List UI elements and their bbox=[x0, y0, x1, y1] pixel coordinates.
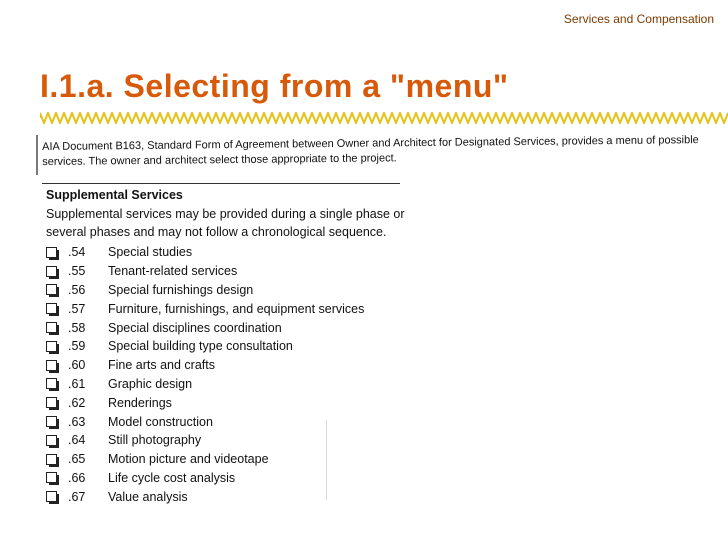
service-item bbox=[46, 262, 426, 281]
service-number: .67 bbox=[68, 489, 86, 504]
service-name: Special studies bbox=[108, 245, 193, 260]
service-name: Motion picture and videotape bbox=[108, 452, 269, 467]
service-name: Fine arts and crafts bbox=[108, 358, 215, 373]
service-name: Model construction bbox=[108, 414, 213, 429]
checkbox-icon bbox=[46, 341, 57, 352]
panel-description: Supplemental services may be provided during a single phase or several phases and may not follow a chronological sequence. bbox=[46, 207, 405, 239]
checkbox-icon bbox=[46, 266, 57, 277]
panel-heading: Supplemental Services bbox=[46, 188, 183, 202]
service-item bbox=[46, 412, 426, 431]
service-number: .56 bbox=[68, 282, 86, 297]
service-item bbox=[46, 318, 426, 337]
service-item bbox=[46, 337, 426, 356]
service-item bbox=[46, 469, 426, 488]
checkbox-icon bbox=[46, 378, 57, 389]
service-name: Special building type consultation bbox=[108, 339, 293, 354]
service-name: Furniture, furnishings, and equipment services bbox=[108, 301, 365, 316]
left-margin-rule bbox=[36, 135, 38, 175]
document-rule bbox=[42, 183, 400, 184]
checkbox-icon bbox=[46, 247, 57, 258]
checkbox-icon bbox=[46, 491, 57, 502]
service-item bbox=[46, 487, 426, 506]
checkbox-icon bbox=[46, 360, 57, 371]
service-name: Life cycle cost analysis bbox=[108, 470, 236, 485]
service-name: Tenant-related services bbox=[108, 264, 238, 279]
service-number: .62 bbox=[68, 395, 86, 410]
service-number: .61 bbox=[68, 376, 86, 391]
service-number: .57 bbox=[68, 301, 86, 316]
header-label: Services and Compensation bbox=[563, 12, 714, 26]
faint-rule bbox=[326, 420, 327, 500]
service-name: Special furnishings design bbox=[108, 282, 254, 297]
service-item bbox=[46, 243, 426, 262]
intro-text: AIA Document B163, Standard Form of Agreement between Owner and Architect for Designated Services, provides a menu of possible services. The owner and architect select those appropriate to the project. bbox=[42, 134, 699, 168]
checkbox-icon bbox=[46, 322, 57, 333]
service-name: Still photography bbox=[108, 433, 202, 448]
supplemental-services-panel bbox=[46, 188, 426, 506]
service-number: .64 bbox=[68, 433, 86, 448]
checkbox-icon bbox=[46, 454, 57, 465]
service-name: Value analysis bbox=[108, 489, 188, 504]
checkbox-icon bbox=[46, 416, 57, 427]
service-number: .55 bbox=[68, 264, 86, 279]
service-name: Graphic design bbox=[108, 376, 193, 391]
service-number: .60 bbox=[68, 358, 86, 373]
service-item bbox=[46, 375, 426, 394]
service-number: .59 bbox=[68, 339, 86, 354]
checkbox-icon bbox=[46, 284, 57, 295]
slide-title: I.1.a. Selecting from a "menu" bbox=[40, 68, 509, 104]
service-number: .54 bbox=[68, 245, 86, 260]
service-item bbox=[46, 281, 426, 300]
title-underline bbox=[40, 112, 728, 124]
service-item bbox=[46, 299, 426, 318]
checkbox-icon bbox=[46, 435, 57, 446]
service-item bbox=[46, 431, 426, 450]
service-number: .65 bbox=[68, 452, 86, 467]
services-list bbox=[46, 243, 426, 506]
service-name: Renderings bbox=[108, 395, 172, 410]
service-item bbox=[46, 356, 426, 375]
service-item bbox=[46, 450, 426, 469]
service-number: .63 bbox=[68, 414, 86, 429]
service-item bbox=[46, 393, 426, 412]
service-number: .58 bbox=[68, 320, 86, 335]
service-number: .66 bbox=[68, 470, 86, 485]
service-name: Special disciplines coordination bbox=[108, 320, 282, 335]
checkbox-icon bbox=[46, 303, 57, 314]
checkbox-icon bbox=[46, 397, 57, 408]
checkbox-icon bbox=[46, 472, 57, 483]
